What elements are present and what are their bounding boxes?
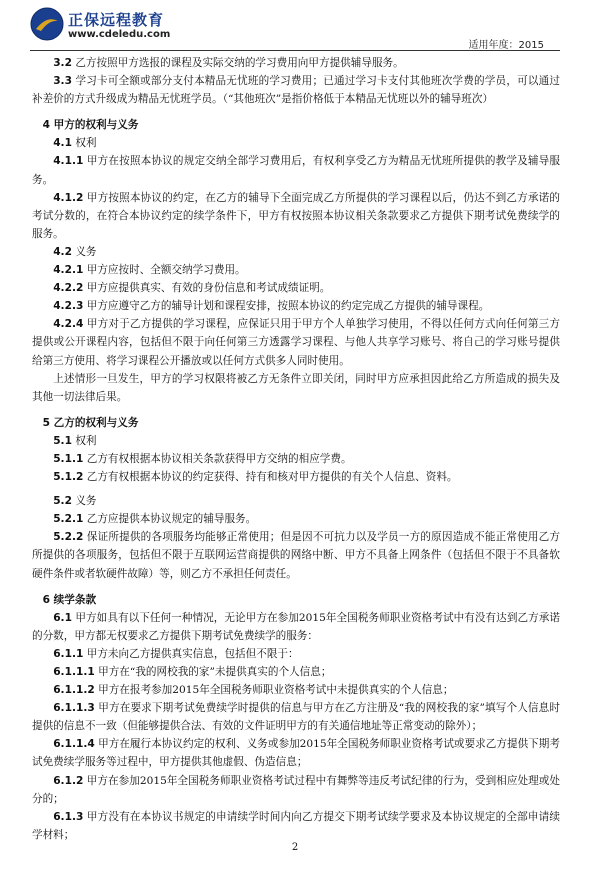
- clause-text: 义务: [71, 245, 97, 258]
- clause-number: 4.2: [53, 245, 72, 258]
- clause-number: 4.2.3: [53, 300, 84, 313]
- clause-paragraph: [32, 72, 560, 108]
- clause-text: 甲方应提供真实、有效的身份信息和考试成绩证明。: [83, 282, 331, 295]
- clause-paragraph: [32, 54, 560, 72]
- clause-number: 4.1: [53, 137, 72, 150]
- clause-number: 6.1.1.3: [53, 702, 95, 715]
- clause-paragraph: [32, 152, 560, 188]
- clause-paragraph: [32, 370, 560, 406]
- clause-paragraph: [32, 735, 560, 771]
- clause-text: 权利: [71, 434, 97, 447]
- clause-text: 甲方如具有以下任何一种情况，无论甲方在参加2015年全国税务师职业资格考试中有没有达到乙方承诺的分数，甲方都无权要求乙方提供下期考试免费续学的服务：: [32, 611, 560, 642]
- clause-number: 4: [42, 119, 50, 132]
- clause-paragraph: [32, 609, 560, 645]
- clause-paragraph: [32, 492, 560, 510]
- clause-paragraph: [32, 450, 560, 468]
- clause-paragraph: [32, 808, 560, 844]
- clause-text: 学习卡可全额或部分支付本精品无忧班的学习费用；已通过学习卡支付其他班次学费的学员，可以通过补差价的方式升级成为精品无忧班学员。（“其他班次”是指价格低于本精品无忧班以外的辅导班次）: [32, 75, 560, 106]
- clause-number: 6.1: [53, 611, 72, 624]
- clause-text: 上述情形一旦发生，甲方的学习权限将被乙方无条件立即关闭，同时甲方应承担因此给乙方所造成的损失及其他一切法律后果。: [32, 372, 560, 403]
- clause-text: 甲方在履行本协议约定的权利、义务或参加2015年全国税务师职业资格考试或要求乙方提供下期考试免费续学服务等过程中，甲方提供其他虚假、伪造信息；: [32, 738, 560, 769]
- clause-number: 6.1.1: [53, 647, 84, 660]
- clause-paragraph: [32, 645, 560, 663]
- clause-number: 5.2.1: [53, 513, 84, 526]
- clause-text: 乙方按照甲方选报的课程及实际交纳的学习费用向甲方提供辅导服务。: [71, 57, 404, 69]
- clause-number: 4.2.1: [53, 264, 84, 277]
- brand-logo-icon: [30, 7, 64, 41]
- clause-number: 4.1.2: [53, 191, 84, 204]
- clause-number: 6.1.3: [53, 810, 84, 823]
- clause-text: 甲方在报考参加2015年全国税务师职业资格考试中未提供真实的个人信息；: [94, 684, 454, 697]
- clause-text: 甲方未向乙方提供真实信息，包括但不限于：: [83, 647, 299, 660]
- clause-number: 3.2: [53, 57, 72, 69]
- clause-text: 甲方没有在本协议书规定的申请续学时间内向乙方提交下期考试续学要求及本协议规定的全部申请续学材料；: [32, 810, 560, 841]
- clause-number: 4.2.4: [53, 318, 84, 331]
- clause-number: 5.1.2: [53, 471, 84, 484]
- clause-text: 甲方的权利与义务: [49, 119, 139, 132]
- clause-number: 5.1.1: [53, 452, 84, 465]
- clause-number: 5: [42, 416, 50, 429]
- clause-paragraph: [32, 772, 560, 808]
- clause-paragraph: [32, 699, 560, 735]
- clause-number: 3.3: [53, 75, 72, 88]
- clause-paragraph: [32, 261, 560, 279]
- clause-number: 6.1.1.2: [53, 684, 95, 697]
- clause-text: 甲方应按时、全额交纳学习费用。: [83, 264, 246, 277]
- clause-paragraph: [32, 134, 560, 152]
- clause-text: 甲方在参加2015年全国税务师职业资格考试过程中有舞弊等违反考试纪律的行为，受到相应处理或处分的；: [32, 774, 560, 805]
- clause-paragraph: [32, 663, 560, 681]
- clause-paragraph: [32, 243, 560, 261]
- clause-text: 甲方对于乙方提供的学习课程，应保证只用于甲方个人单独学习使用，不得以任何方式向任何第三方提供或公开课程内容，包括但不限于向任何第三方透露学习课程、与他人共享学习账号、将自己的学习账号提供给第三方使用、将学习课程公开播放或以任何方式供多人同时使用。: [32, 318, 560, 367]
- clause-text: 续学条款: [49, 593, 97, 606]
- page-header: [0, 0, 590, 52]
- clause-text: 甲方在要求下期考试免费续学时提供的信息与甲方在乙方注册及“我的网校我的家”填写个人信息时提供的信息不一致（但能够提供合法、有效的文件证明甲方的有关通信地址等正常变动的除外）；: [32, 702, 560, 733]
- clause-text: 保证所提供的各项服务均能够正常使用；但是因不可抗力以及学员一方的原因造成不能正常使用乙方所提供的各项服务，包括但不限于互联网运营商提供的网络中断、甲方不具备上网条件（包括但不限于不具备软硬件条件或者软硬件故障）等，则乙方不承担任何责任。: [32, 531, 560, 580]
- clause-paragraph: [32, 432, 560, 450]
- clause-text: 乙方的权利与义务: [49, 416, 139, 429]
- clause-paragraph: [32, 510, 560, 528]
- clause-paragraph: [32, 189, 560, 243]
- clause-number: 6.1.2: [53, 774, 84, 787]
- clause-number: 5.2: [53, 495, 72, 508]
- document-body: [32, 54, 560, 844]
- clause-text: 义务: [71, 495, 97, 508]
- clause-text: 甲方在按照本协议的规定交纳全部学习费用后，有权利享受乙方为精品无忧班所提供的教学及辅导服务。: [32, 155, 560, 186]
- clause-text: 乙方有权根据本协议的约定获得、持有和核对甲方提供的有关个人信息、资料。: [83, 471, 458, 484]
- clause-text: 甲方在“我的网校我的家”未提供真实的个人信息；: [94, 666, 332, 678]
- clause-number: 5.1: [53, 434, 72, 447]
- clause-number: 4.1.1: [53, 155, 84, 168]
- clause-text: 甲方应遵守乙方的辅导计划和课程安排，按照本协议的约定完成乙方提供的辅导课程。: [83, 300, 490, 313]
- clause-number: 4.2.2: [53, 282, 84, 295]
- clause-number: 5.2.2: [53, 531, 84, 544]
- clause-paragraph: [32, 468, 560, 486]
- clause-number: 6.1.1.4: [53, 738, 95, 751]
- clause-text: 甲方按照本协议的约定，在乙方的辅导下全面完成乙方所提供的学习课程以后，仍达不到乙方承诺的考试分数的，在符合本协议约定的续学条件下，甲方有权按照本协议相关条款要求乙方提供下期考试免费续学的服务。: [32, 191, 560, 240]
- clause-paragraph: [32, 279, 560, 297]
- clause-text: 乙方应提供本协议规定的辅导服务。: [83, 513, 257, 526]
- section-heading: [32, 116, 560, 134]
- clause-text: 乙方有权根据本协议相关条款获得甲方交纳的相应学费。: [83, 452, 352, 465]
- section-heading: [32, 591, 560, 609]
- year-label: 适用年度：2015: [468, 40, 544, 51]
- clause-number: 6: [42, 593, 50, 606]
- clause-number: 6.1.1.1: [53, 666, 95, 678]
- clause-paragraph: [32, 528, 560, 582]
- brand-url: www.cdeledu.com: [68, 29, 171, 40]
- brand-name: 正保远程教育: [68, 11, 165, 29]
- clause-paragraph: [32, 681, 560, 699]
- clause-paragraph: [32, 297, 560, 315]
- clause-text: 权利: [71, 137, 97, 150]
- page-number: 2: [291, 842, 299, 853]
- clause-paragraph: [32, 315, 560, 369]
- section-heading: [32, 414, 560, 432]
- header-divider: [30, 50, 560, 51]
